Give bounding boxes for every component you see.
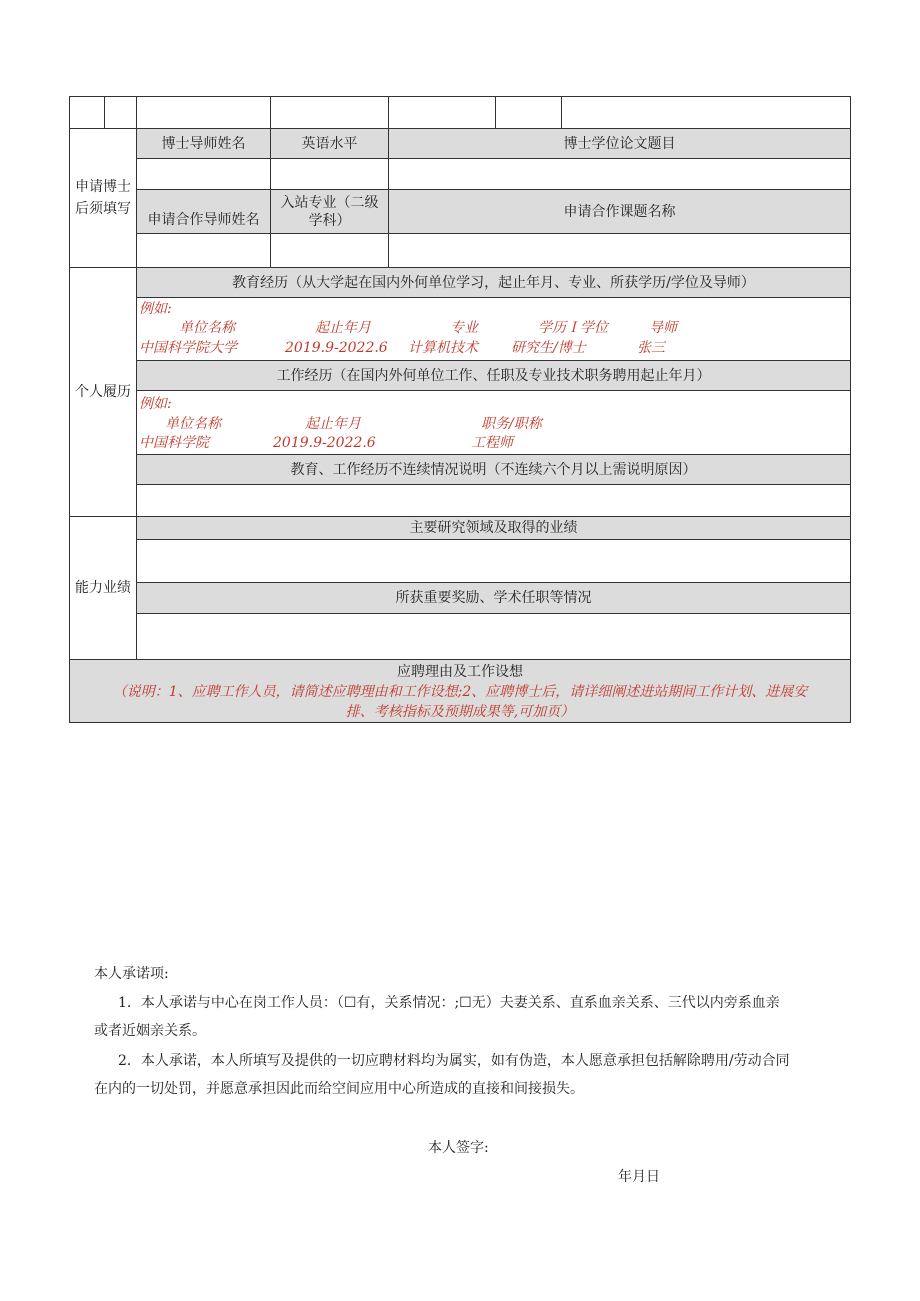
edu-row-unit: 中国科学院大学 — [139, 340, 237, 356]
work-example-prefix: 例如: — [139, 396, 172, 412]
date-label[interactable]: 年月日 — [618, 1169, 660, 1185]
edu-row-major: 计算机技术 — [408, 340, 478, 356]
pledge-item2-line1: 2．本人承诺，本人所填写及提供的一切应聘材料均为属实，如有伪造，本人愿意承担包括解除聘用/劳动合同 — [118, 1053, 790, 1069]
major-header: 入站专业（二级学科） — [270, 189, 389, 234]
edu-col-major: 专业 — [450, 320, 478, 336]
edu-col-advisor: 导师 — [649, 320, 677, 336]
education-header: 教育经历（从大学起在国内外何单位学习，起止年月、专业、所获学历/学位及导师） — [136, 267, 851, 298]
pledge-item2-line2: 在内的一切处罚，并愿意承担因此而给空间应用中心所造成的直接和间接损失。 — [94, 1081, 584, 1097]
ability-section-label: 能力业绩 — [69, 516, 137, 660]
work-row-unit: 中国科学院 — [139, 435, 209, 451]
work-row-period: 2019.9-2022.6 — [273, 435, 376, 451]
edu-col-unit: 单位名称 — [179, 320, 235, 336]
pledge-title: 本人承诺项: — [94, 966, 169, 982]
phd-supervisor-header: 博士导师姓名 — [136, 128, 271, 159]
education-example-prefix: 例如: — [139, 301, 172, 317]
signature-label[interactable]: 本人签字: — [428, 1140, 489, 1156]
phd-section-label: 申请博士后须填写 — [69, 128, 137, 268]
edu-col-period: 起止年月 — [315, 320, 371, 336]
thesis-title-header: 博士学位论文题目 — [388, 128, 851, 159]
motivation-note-line1: （说明：1、应聘工作人员，请简述应聘理由和工作设想;2、应聘博士后，请详细阐述进站期间工作计划、进展安 — [112, 684, 808, 700]
work-col-period: 起止年月 — [305, 416, 361, 432]
edu-row-advisor: 张三 — [637, 340, 665, 356]
motivation-header: 应聘理由及工作设想 — [397, 664, 523, 680]
pledge-item1-line2: 或者近姻亲关系。 — [94, 1023, 206, 1039]
gap-explanation-header: 教育、工作经历不连续情况说明（不连续六个月以上需说明原因） — [136, 454, 851, 485]
resume-section-label: 个人履历 — [69, 267, 137, 517]
awards-header: 所获重要奖励、学术任职等情况 — [136, 582, 851, 614]
work-col-title: 职务/职称 — [481, 416, 542, 432]
coop-project-header: 申请合作课题名称 — [388, 189, 851, 234]
edu-col-degree: 学历Ｉ学位 — [538, 320, 608, 336]
research-header: 主要研究领域及取得的业绩 — [136, 516, 851, 540]
pledge-item1-line1: 1．本人承诺与中心在岗工作人员：（☐有，关系情况：;☐无）夫妻关系、直系血亲关系、三代以内旁系血亲 — [118, 995, 780, 1011]
english-level-header: 英语水平 — [270, 128, 389, 159]
motivation-note-line2: 排、考核指标及预期成果等,可加页） — [345, 704, 575, 720]
work-row-title: 工程师 — [471, 435, 513, 451]
coop-supervisor-header: 申请合作导师姓名 — [136, 189, 271, 234]
work-header: 工作经历（在国内外何单位工作、任职及专业技术职务聘用起止年月） — [136, 360, 851, 391]
edu-row-period: 2019.9-2022.6 — [285, 340, 388, 356]
edu-row-degree: 研究生/博士 — [511, 340, 586, 356]
work-col-unit: 单位名称 — [165, 416, 221, 432]
